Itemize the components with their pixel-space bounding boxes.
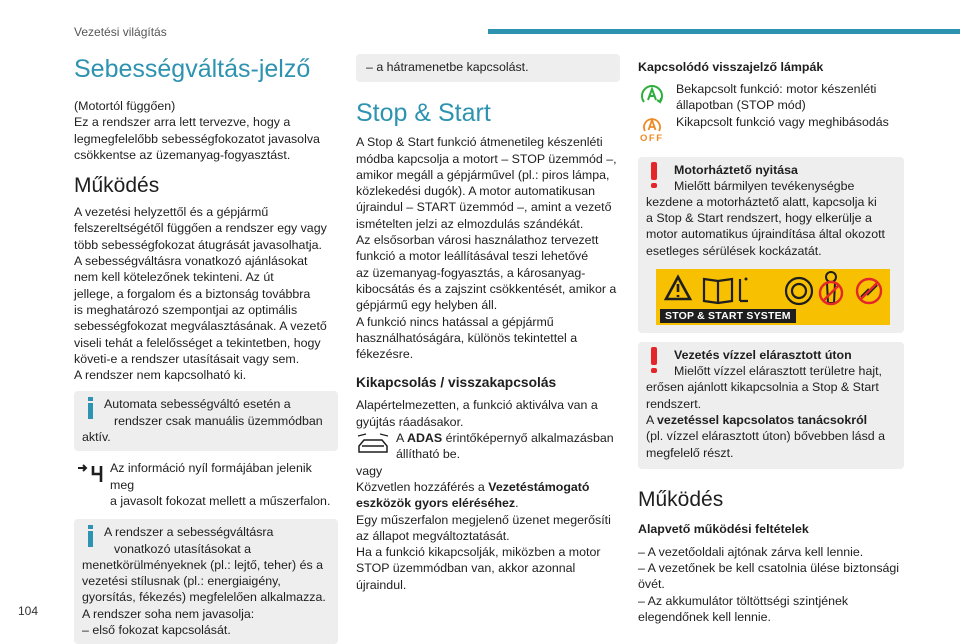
bold-term: Vezetéstámogató bbox=[488, 479, 590, 494]
header-accent-bar bbox=[488, 29, 960, 34]
text-run: . bbox=[515, 496, 519, 511]
text-line: – a hátramenetbe kapcsolást. bbox=[366, 60, 529, 74]
text-line: követi-e a rendszer utasításait vagy sem. bbox=[74, 351, 300, 366]
stop-start-paragraph bbox=[356, 134, 620, 362]
text-run: A bbox=[646, 412, 658, 427]
text-line: Mielőtt vízzel elárasztott területre hajt, bbox=[674, 364, 882, 379]
bold-term: vezetéssel kapcsolatos tanácsokról bbox=[657, 412, 868, 427]
arrow-note-text bbox=[110, 460, 338, 509]
text-line: vezetési stílusnak (pl.: energiaigény, bbox=[82, 574, 281, 589]
adas-term: ADAS bbox=[407, 431, 443, 446]
text-line: csökkentse az üzemanyag-fogyasztást. bbox=[74, 147, 291, 162]
text-line: Kikapcsolt funkció vagy meghibásodás bbox=[676, 114, 889, 129]
arrow-note bbox=[74, 460, 338, 509]
text-line: gépjármű egy helyben áll. bbox=[356, 298, 498, 313]
text-line: rendszert. bbox=[646, 396, 702, 411]
warning-icon bbox=[650, 162, 658, 188]
text-line: újraindul. bbox=[356, 577, 407, 592]
running-header: Vezetési világítás bbox=[74, 25, 167, 39]
text-line: Automata sebességváltó esetén a bbox=[104, 397, 291, 412]
text-line: Az elsősorban városi használathoz tervezett bbox=[356, 233, 599, 248]
list-item: elegendőnek kell lennie. bbox=[638, 610, 771, 625]
bold-term: eszközök gyors eléréséhez bbox=[356, 496, 516, 511]
text-line: vagy bbox=[356, 463, 383, 478]
text-line: kezdene a motorháztető alatt, kapcsolja ki bbox=[646, 194, 877, 209]
text-line: jellege, a forgalom és a biztonság továbbra bbox=[74, 286, 311, 301]
info-box-automatic bbox=[74, 391, 338, 451]
text-line: állapotban (STOP mód) bbox=[676, 98, 806, 113]
text-run: érintőképernyő alkalmazásban bbox=[442, 431, 614, 446]
warning-icon bbox=[650, 347, 658, 373]
gear-shift-arrow-icon bbox=[74, 460, 110, 490]
stop-start-pictogram bbox=[656, 269, 890, 325]
list-item: – Az akkumulátor töltöttségi szintjének bbox=[638, 593, 849, 608]
text-line: gyorsítás, fékezés) megfelelően alkalmazza. bbox=[82, 590, 326, 605]
lamp-row-active bbox=[638, 81, 904, 114]
text-line: Ha a funkció kikapcsolják, miközben a motor bbox=[356, 545, 601, 560]
intro-paragraph bbox=[74, 98, 338, 163]
adas-car-icon bbox=[356, 430, 396, 460]
text-line: amikor megáll a gépjárművel (pl.: piros lámpa, bbox=[356, 167, 610, 182]
text-line: fékezésre. bbox=[356, 347, 414, 362]
text-line: kibocsátás és a zajszint csökkentését, amikor a bbox=[356, 281, 617, 296]
text-line: A sebességváltásra vonatkozó ajánlásokat bbox=[74, 254, 308, 269]
text-line: újraindul – START üzemmód –, amint a vezető bbox=[356, 200, 612, 215]
heading-operation: Működés bbox=[74, 174, 160, 198]
text-line: ismételten jelzi az elmozdulás szándékát. bbox=[356, 216, 584, 231]
continued-box bbox=[356, 54, 620, 82]
text-line: állítható be. bbox=[396, 447, 461, 462]
text-line: Ez a rendszer arra lett tervezve, hogy a bbox=[74, 115, 291, 130]
text-line: gyújtás ráadásakor. bbox=[356, 414, 464, 429]
column-2 bbox=[356, 54, 620, 593]
lamp-off-label: OFF bbox=[640, 132, 664, 144]
text-line: (pl. vízzel elárasztott úton) bővebben lásd a bbox=[646, 429, 885, 444]
warning-title: Vezetés vízzel elárasztott úton bbox=[674, 348, 852, 363]
text-line: Az információ nyíl formájában jelenik meg bbox=[110, 461, 312, 492]
text-line: módba kapcsolja a motort – STOP üzemmód –, bbox=[356, 151, 617, 166]
text-line: A rendszer soha nem javasolja: bbox=[82, 606, 255, 621]
section-title-stop-start: Stop & Start bbox=[356, 99, 491, 128]
stop-start-green-icon bbox=[638, 81, 676, 113]
text-run: A bbox=[396, 431, 408, 446]
warning-box-flooded-road bbox=[638, 342, 904, 469]
text-line: – első fokozat kapcsolását. bbox=[82, 623, 231, 638]
lamp-row-off bbox=[638, 114, 904, 148]
text-line: a javasolt fokozat mellett a műszerfalon. bbox=[110, 493, 331, 508]
text-line: legmegfelelőbb sebességfokozatot javasolva bbox=[74, 131, 320, 146]
text-line: STOP üzemmódban van, akkor azonnal bbox=[356, 561, 576, 576]
pictogram-label: STOP & START SYSTEM bbox=[660, 309, 796, 323]
text-line: aktív. bbox=[82, 430, 111, 445]
text-line: erősen ajánlott kikapcsolnia a Stop & Start bbox=[646, 380, 879, 395]
direct-access-paragraph bbox=[356, 463, 620, 593]
info-icon bbox=[85, 397, 97, 419]
text-line: Mielőtt bármilyen tevékenységbe bbox=[674, 178, 855, 193]
column-3 bbox=[638, 54, 904, 625]
text-line: A funkció nincs hatással a gépjármű bbox=[356, 314, 554, 329]
text-line: A vezetési helyzettől és a gépjármű bbox=[74, 205, 269, 220]
heading-warning-lamps: Kapcsolódó visszajelző lámpák bbox=[638, 60, 824, 74]
text-line: megfelelő részt. bbox=[646, 445, 734, 460]
text-line: motor automatikus újraindítása által okozott bbox=[646, 227, 885, 242]
text-line: A Stop & Start funkció átmenetileg készenléti bbox=[356, 135, 603, 150]
page-number: 104 bbox=[18, 604, 39, 618]
list-item: övét. bbox=[638, 577, 665, 592]
text-line: Egy műszerfalon megjelenő üzenet megerősíti bbox=[356, 512, 611, 527]
text-line: felszereltségétől függően a rendszer egy vagy bbox=[74, 221, 327, 236]
text-line: Alapértelmezetten, a funkció aktiválva van a bbox=[356, 398, 598, 413]
stop-start-off-orange-icon bbox=[638, 114, 676, 148]
text-run: Közvetlen hozzáférés a bbox=[356, 479, 489, 494]
deactivation-paragraph bbox=[356, 397, 620, 430]
text-line: (Motortól függően) bbox=[74, 99, 176, 113]
text-line: viseli tehát a felelősséget a tekintetben, hogy bbox=[74, 335, 321, 350]
text-line: több sebességfokozat átugrását javasolhatja. bbox=[74, 237, 322, 252]
text-line: A rendszer a sebességváltásra bbox=[104, 525, 274, 540]
heading-operation-2: Működés bbox=[638, 487, 724, 511]
text-line: használhatóságára, különös tekintettel a bbox=[356, 330, 578, 345]
text-line: funkció a motor leállításával teszi lehetővé bbox=[356, 249, 589, 264]
operation-paragraph bbox=[74, 204, 338, 383]
text-line: rendszer csak manuális üzemmódban bbox=[114, 413, 323, 428]
column-1 bbox=[74, 54, 338, 644]
section-title-gear-indicator: Sebességváltás-jelző bbox=[74, 55, 311, 83]
list-item: – A vezetőnek be kell csatolnia ülése biztonsági bbox=[638, 561, 900, 576]
text-line: A rendszer nem kapcsolható ki. bbox=[74, 368, 247, 383]
text-line: nem kell kötelezőnek tekinteni. Az út bbox=[74, 270, 274, 285]
heading-basic-conditions: Alapvető működési feltételek bbox=[638, 521, 809, 536]
text-line: sebességfokozat megválasztásának. A vezető bbox=[74, 319, 327, 334]
list-item: – A vezetőoldali ajtónak zárva kell lennie. bbox=[638, 544, 864, 559]
text-line: Bekapcsolt funkció: motor készenléti bbox=[676, 82, 877, 96]
warning-box-bonnet bbox=[638, 157, 904, 333]
text-line: közlekedési dugók). A motor automatikusan bbox=[356, 184, 595, 199]
info-icon bbox=[85, 525, 97, 547]
text-line: esetleges sérülések kockázatát. bbox=[646, 243, 822, 258]
conditions-list bbox=[638, 544, 904, 625]
adas-note bbox=[356, 430, 620, 463]
adas-note-text bbox=[396, 430, 620, 463]
text-line: vonatkozó utasításokat a bbox=[114, 541, 252, 556]
warning-title: Motorháztető nyitása bbox=[674, 162, 798, 177]
text-line: a Stop & Start rendszert, hogy elkerülje a bbox=[646, 211, 872, 226]
text-line: az üzemanyag-fogyasztás, a károsanyag- bbox=[356, 265, 586, 280]
text-line: is meghatározó szempontjai az optimális bbox=[74, 302, 298, 317]
info-box-conditions bbox=[74, 519, 338, 644]
text-line: menetkörülményeknek (pl.: lejtő, teher) és a bbox=[82, 557, 324, 572]
heading-deactivation: Kikapcsolás / visszakapcsolás bbox=[356, 375, 557, 391]
text-line: az állapot megváltoztatását. bbox=[356, 528, 510, 543]
